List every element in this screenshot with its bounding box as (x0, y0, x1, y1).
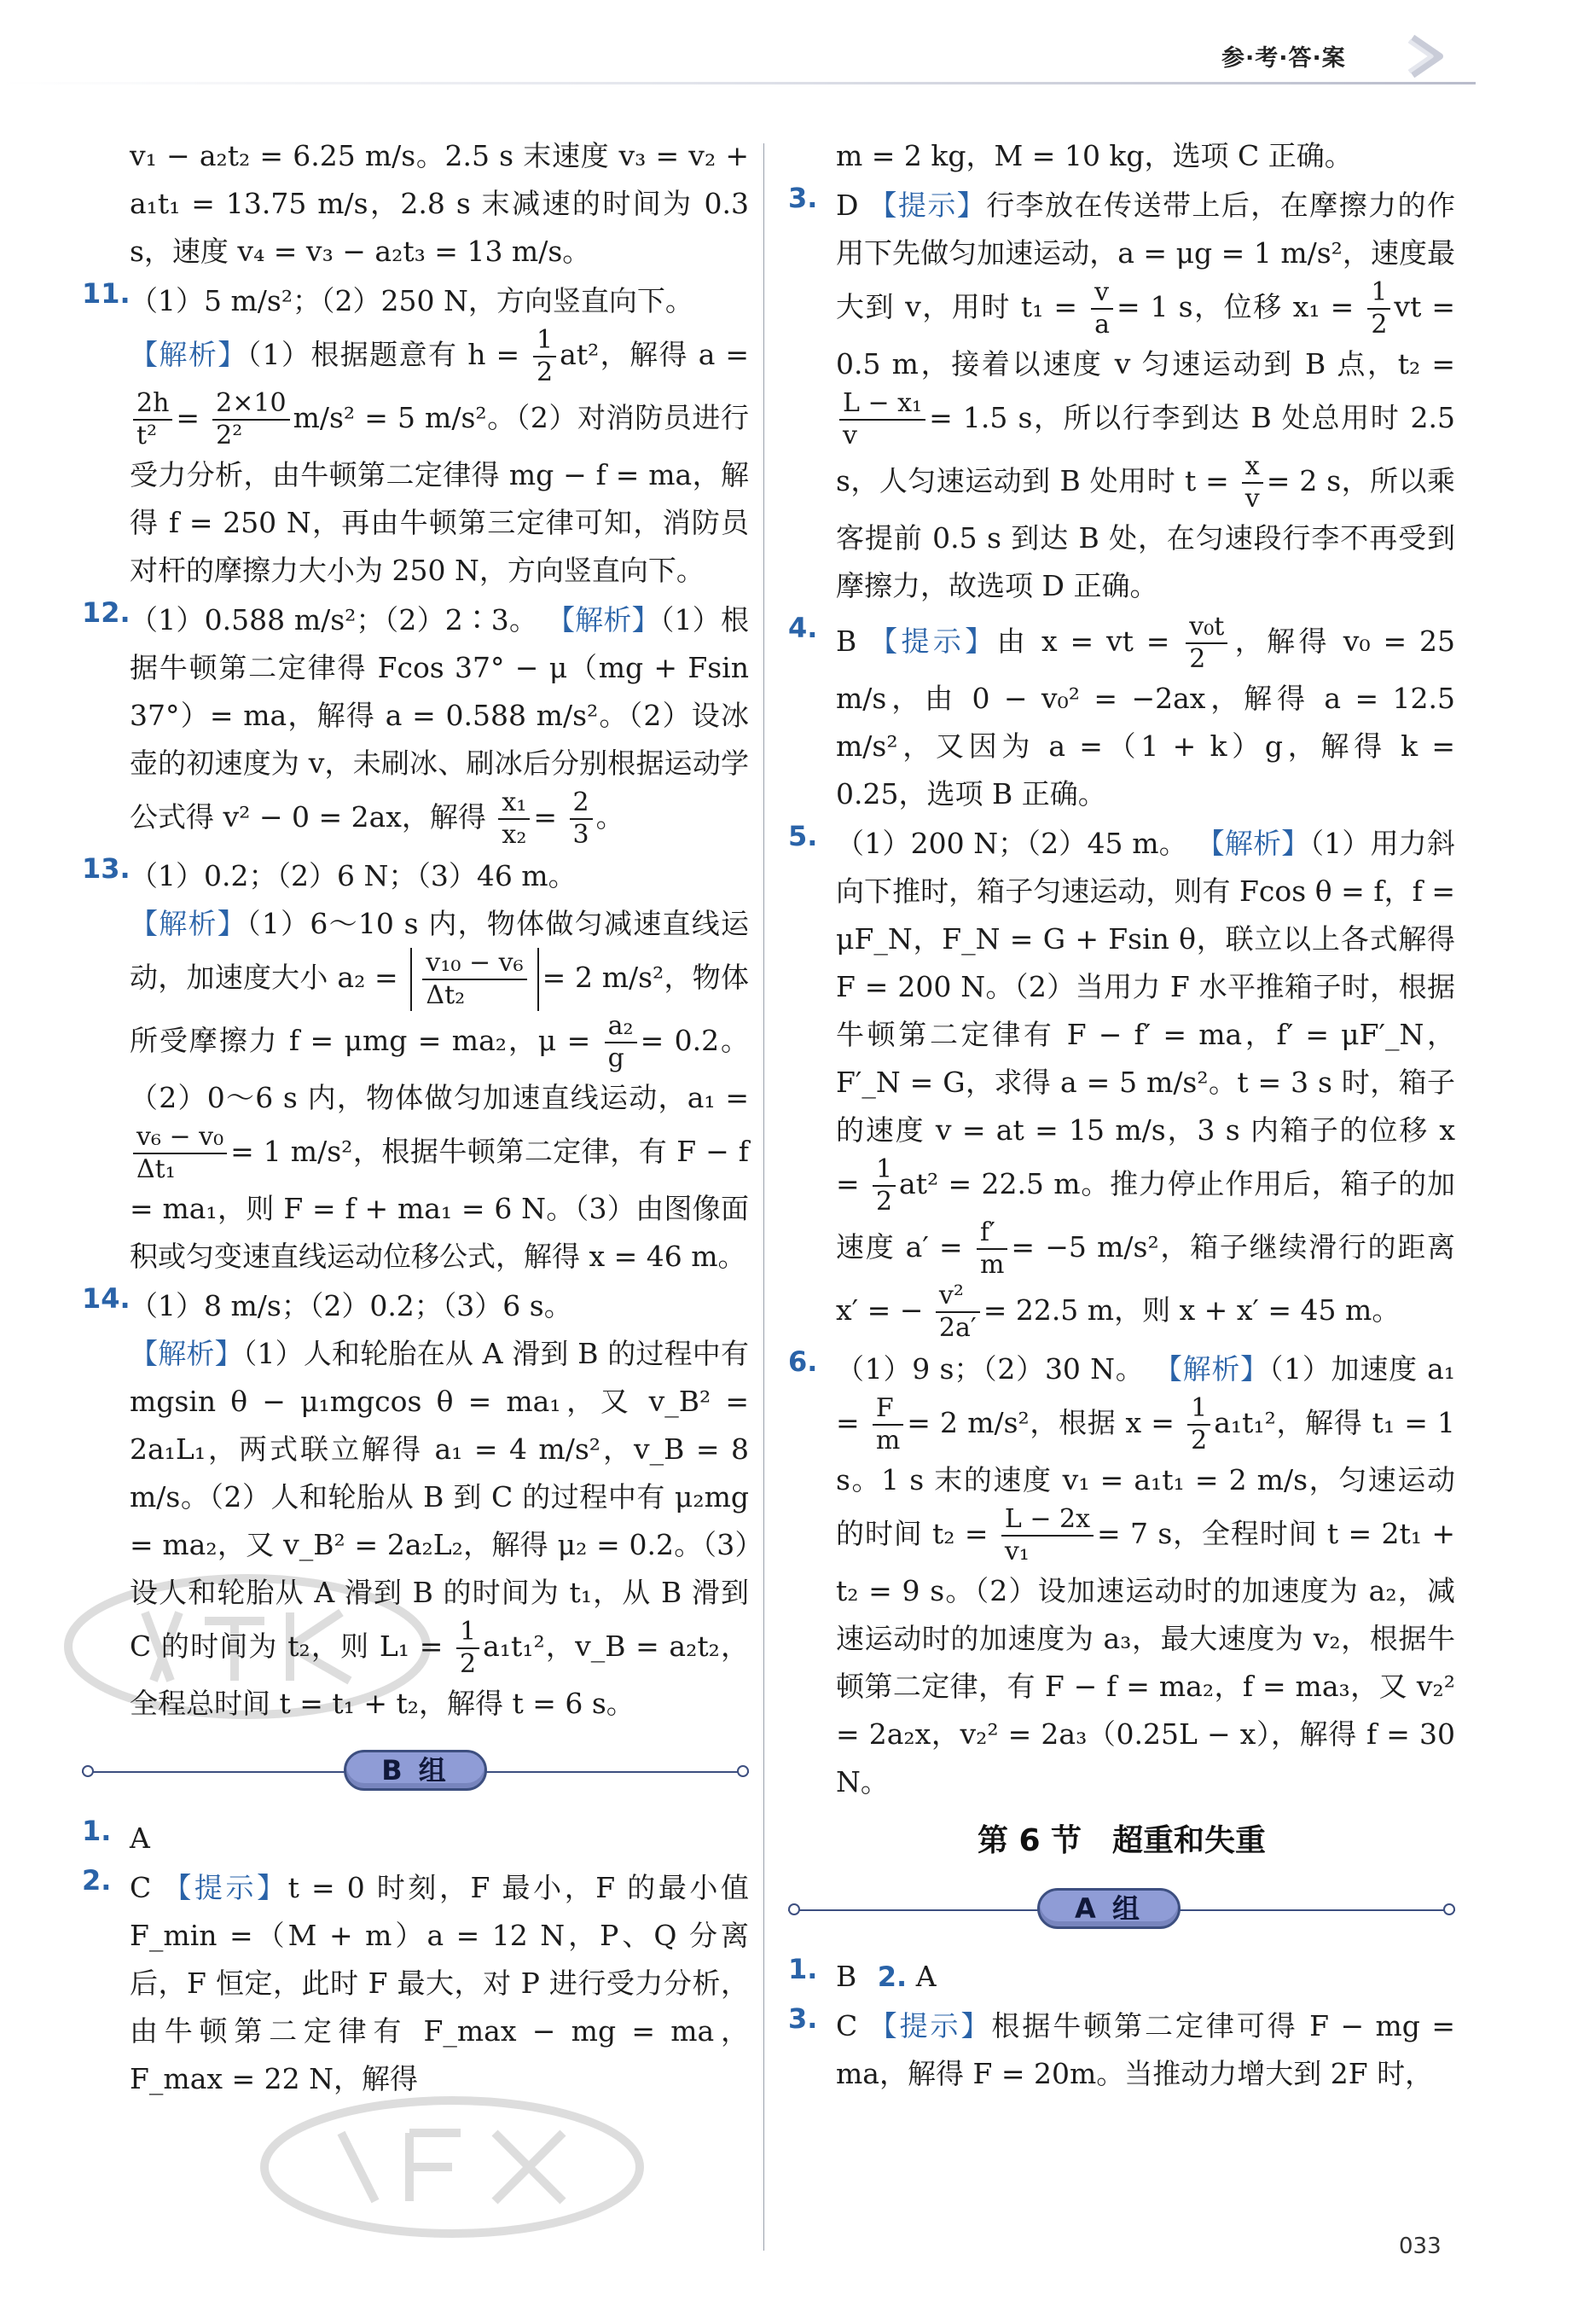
fraction-denominator: 2 (1191, 1426, 1208, 1455)
fraction-numerator: x (1242, 451, 1263, 484)
fraction-denominator: Δt₂ (426, 980, 466, 1010)
answer-choice: B (836, 625, 857, 658)
analysis-text: （1）加速度 a₁ = (836, 1352, 1455, 1439)
fraction-denominator: v (843, 421, 857, 450)
left-column (82, 132, 749, 2105)
fraction-numerator: f′ (977, 1217, 1007, 1250)
fraction (1367, 277, 1390, 340)
answer-summary: （1）0.588 m/s²；（2）2∶3。 (130, 603, 538, 636)
answer-summary: （1）8 m/s；（2）0.2；（3）6 s。 (130, 1289, 572, 1322)
fraction (873, 1154, 896, 1217)
fraction-denominator: 2 (460, 1649, 477, 1679)
hint-text: = 1.5 s，所以行李到达 B 处总用时 2.5 s，人匀速运动到 B 处用时 t = (836, 401, 1455, 497)
fraction (1001, 1504, 1094, 1567)
fraction-denominator: t² (136, 421, 158, 450)
analysis-text: m/s² = 5 m/s²。（2）对消防员进行受力分析，由牛顿第二定律得 mg − f = ma，解得 f = 250 N，再由牛顿第三定律可知，消防员对杆的摩擦力大小为 250 N，方向竖直向下。 (130, 401, 749, 587)
group-b-label: B 组 (344, 1750, 487, 1791)
column-divider (763, 143, 764, 2251)
fraction-numerator: v₁₀ − v₆ (422, 948, 526, 980)
answer-11 (82, 277, 749, 595)
fraction-numerator: L − 2x (1001, 1504, 1094, 1537)
analysis-tag: 【解析】 (130, 907, 247, 940)
paragraph-continued (82, 132, 749, 276)
fraction-denominator: 2a′ (938, 1313, 977, 1343)
hint-text: = 1 s，位移 x₁ = (1116, 290, 1355, 323)
fraction-denominator: 2 (875, 1187, 893, 1217)
analysis-text: = 7 s，全程时间 t = 2t₁ + t₂ = 9 s。（2）设加速运动时的加速度为 a₂，减速运动时的加速度为 a₃，最大速度为 v₂，根据牛顿第二定律，有 F − f = ma₂，f = ma₃，又 v₂² = 2a₂x，v₂² = 2a₃（0.25L − x），解得 f = 30 N。 (836, 1517, 1456, 1798)
fraction (873, 1393, 903, 1456)
hint-text: t = 0 时刻，F 最小，F 的最小值 F_min =（M + m）a = 12 N，P、Q 分离后，F 恒定，此时 F 最大，对 P 进行受力分析，由牛顿第二定律有 F_max − mg = ma，F_max = 22 N，解得 (130, 1871, 749, 2095)
analysis-text: 。 (595, 800, 624, 834)
question-number: 12. (82, 596, 131, 629)
answer-a3 (788, 2002, 1455, 2098)
group-a-label: A 组 (1037, 1888, 1181, 1929)
answer-b2 (82, 1864, 749, 2103)
fraction-denominator: 2 (537, 357, 554, 387)
question-number: 11. (82, 277, 131, 310)
fraction-denominator: v (1244, 484, 1260, 514)
fraction-numerator: 1 (533, 325, 556, 357)
analysis-text: at²，解得 a = (560, 338, 750, 371)
answer-choice: D (836, 189, 859, 222)
banner-end-dot (788, 1903, 800, 1915)
fraction-numerator: 2 (570, 787, 593, 820)
fraction-numerator: 1 (1367, 277, 1390, 310)
analysis-tag: 【解析】 (130, 1337, 243, 1370)
fraction (533, 325, 556, 388)
analysis-text: = −5 m/s²，箱子继续滑行的距离 x′ = − (836, 1230, 1455, 1327)
fraction-numerator: v₀t (1186, 612, 1227, 644)
question-number: 6. (788, 1345, 818, 1378)
analysis-text: a₁t₁²，解得 t₁ = 1 s。1 s 末的速度 v₁ = a₁t₁ = 2 m/s，匀速运动的时间 t₂ = (836, 1406, 1455, 1550)
fraction-denominator: v₁ (1004, 1537, 1030, 1566)
fraction-numerator: 2h (133, 388, 172, 421)
analysis-text: = 1 m/s²，根据牛顿第二定律，有 F − f = ma₁，则 F = f + ma₁ = 6 N。（3）由图像面积或匀变速直线运动位移公式，解得 x = 46 m。 (130, 1135, 749, 1273)
question-number: 4. (788, 612, 818, 644)
fraction-denominator: 2 (1189, 644, 1206, 674)
analysis-text: = 2 m/s²，物体所受摩擦力 f = μmg = ma₂，μ = (130, 961, 749, 1057)
hint-text: = 2 s，所以乘客提前 0.5 s 到达 B 处，在匀速段行李不再受到摩擦力，故选项 D 正确。 (836, 464, 1456, 602)
analysis-text: （1）6～10 s 内，物体做匀减速直线运动，加速度大小 a₂ = (130, 907, 750, 994)
fraction-denominator: m (875, 1426, 901, 1455)
group-a-banner (788, 1885, 1455, 1936)
hint-tag: 【提示】 (869, 625, 997, 658)
fraction (839, 388, 925, 451)
analysis-text: at² = 22.5 m。推力停止作用后，箱子的加速度 a′ = (836, 1167, 1455, 1264)
fraction (977, 1217, 1007, 1281)
question-number: 2. (82, 1864, 112, 1897)
fraction-numerator: 1 (873, 1154, 896, 1187)
answer-4 (788, 612, 1455, 818)
fraction (1187, 1393, 1210, 1456)
analysis-text: （1）人和轮胎在从 A 滑到 B 的过程中有 mgsin θ − μ₁mgcos θ = ma₁，又 v_B² = 2a₁L₁，两式联立解得 a₁ = 4 m/s²，v_B = 8 m/s。（2）人和轮胎从 B 到 C 的过程中有 μ₂mg = ma₂，又 v_B² = 2a₂L₂，解得 μ₂ = 0.2。（3）设人和轮胎从 A 滑到 B 的时间为 t₁，从 B 滑到 C 的时间为 t₂，则 L₁ = (130, 1337, 749, 1663)
fraction (422, 948, 526, 1011)
answer-summary: （1）200 N；（2）45 m。 (836, 827, 1187, 860)
fraction (936, 1281, 980, 1344)
fraction-numerator: F (873, 1393, 903, 1426)
fraction (212, 388, 289, 451)
fraction-denominator: 2 (1371, 310, 1388, 340)
answer-summary: （1）5 m/s²；（2）250 N，方向竖直向下。 (130, 284, 693, 317)
answers-a1-a2 (788, 1953, 1455, 2001)
group-b-banner (82, 1746, 749, 1798)
question-number: 2. (877, 1961, 908, 1993)
chevron-right-icon (1406, 32, 1450, 80)
hint-tag: 【提示】 (163, 1871, 288, 1904)
hint-text: vt = 0.5 m，接着以速度 v 匀速运动到 B 点，t₂ = (836, 290, 1456, 381)
analysis-tag: 【解析】 (1153, 1352, 1269, 1386)
analysis-text: （1）用力斜向下推时，箱子匀速运动，则有 Fcos θ = f，f = μF_N，F_N = G + Fsin θ，联立以上各式解得 F = 200 N。（2）当用力 F 水平推箱子时，根据牛顿第二定律有 F − f′ = ma，f′ = μF′_N，F′_N = G，求得 a = 5 m/s²。t = 3 s 时，箱子的速度 v = at = 15 m/s，3 s 内箱子的位移 x = (836, 827, 1456, 1200)
answer-13 (82, 852, 749, 1281)
answer-12 (82, 596, 749, 851)
question-number: 14. (82, 1282, 131, 1315)
fraction-numerator: 2×10 (212, 388, 289, 421)
hint-text: 由 x = vt = (996, 625, 1170, 658)
fraction-denominator: m (979, 1250, 1005, 1280)
fraction-numerator: 1 (1187, 1393, 1210, 1426)
watermark-stamp-2 (239, 2082, 665, 2252)
fraction (605, 1011, 637, 1074)
question-number: 3. (788, 2002, 818, 2035)
answer-choice: B (836, 1960, 857, 1993)
analysis-tag: 【解析】 (130, 338, 247, 371)
fraction-numerator: v₆ − v₀ (133, 1122, 227, 1154)
fraction-denominator: g (607, 1043, 624, 1073)
fraction (498, 787, 530, 851)
fraction (1242, 451, 1263, 514)
absolute-value (410, 948, 538, 1011)
fraction (133, 1122, 227, 1185)
fraction (570, 787, 593, 851)
analysis-text: = 0.2。（2）0～6 s 内，物体做匀加速直线运动，a₁ = (130, 1024, 749, 1114)
hint-text: 行李放在传送带上后，在摩擦力的作用下先做匀加速运动，a = μg = 1 m/s²，速度最大到 v，用时 t₁ = (836, 189, 1456, 323)
answer-3 (788, 182, 1455, 610)
hint-text: 根据牛顿第二定律可得 F − mg = ma，解得 F = 20m。当推动力增大到 2F 时， (836, 2009, 1456, 2090)
answer-choice: A (130, 1821, 150, 1855)
question-number: 1. (788, 1953, 818, 1985)
fraction-numerator: a₂ (605, 1011, 637, 1043)
section-title: 第 6 节 超重和失重 (977, 1823, 1267, 1858)
answer-choice: C (130, 1871, 152, 1904)
fraction (456, 1617, 479, 1680)
hint-tag: 【提示】 (868, 189, 987, 222)
fraction-denominator: 3 (572, 820, 589, 850)
analysis-tag: 【解析】 (546, 603, 660, 636)
answer-b1 (82, 1815, 749, 1862)
analysis-text: = (176, 401, 200, 434)
header-label: 参·考·答·案 (1221, 45, 1346, 72)
analysis-text: （1）根据题意有 h = (247, 338, 520, 371)
analysis-text: = (533, 800, 558, 834)
answer-summary: （1）0.2；（2）6 N；（3）46 m。 (130, 859, 577, 892)
fraction-denominator: a (1094, 310, 1110, 340)
analysis-text: = 2 m/s²，根据 x = (907, 1406, 1175, 1439)
answer-6 (788, 1345, 1455, 1806)
analysis-text: （1）根据牛顿第二定律得 Fcos 37° − μ（mg + Fsin 37°）= ma，解得 a = 0.588 m/s²。（2）设冰壶的初速度为 v，未刷冰、刷冰后分别根据运动学公式得 v² − 0 = 2ax，解得 (130, 603, 750, 834)
analysis-text: a₁t₁²，v_B = a₂t₂，全程总时间 t = t₁ + t₂，解得 t = 6 s。 (130, 1630, 749, 1720)
fraction-numerator: v² (936, 1281, 980, 1313)
answer-choice: A (915, 1960, 937, 1993)
fraction-denominator: Δt₁ (136, 1154, 176, 1184)
banner-end-dot (82, 1765, 94, 1777)
answer-summary: （1）9 s；（2）30 N。 (836, 1352, 1145, 1386)
fraction-numerator: 1 (456, 1617, 479, 1649)
paragraph-text: m = 2 kg，M = 10 kg，选项 C 正确。 (836, 139, 1353, 172)
fraction-numerator: v (1091, 277, 1113, 310)
fraction-denominator: 2² (216, 421, 243, 450)
paragraph-text: v₁ − a₂t₂ = 6.25 m/s。2.5 s 末速度 v₃ = v₂ + a₁t₁ = 13.75 m/s，2.8 s 末减速的时间为 0.3 s，速度 v₄ = v₃ − a₂t₃ = 13 m/s。 (130, 139, 749, 268)
right-column (788, 132, 1455, 2100)
banner-end-dot (737, 1765, 749, 1777)
question-number: 1. (82, 1815, 112, 1847)
question-number: 5. (788, 820, 818, 852)
fraction (133, 388, 172, 451)
page-number: 033 (1399, 2234, 1442, 2259)
hint-text: ，解得 v₀ = 25 m/s，由 0 − v₀² = −2ax，解得 a = 12.5 m/s²，又因为 a =（1 + k）g，解得 k = 0.25，选项 B 正确。 (836, 625, 1456, 810)
fraction-numerator: x₁ (498, 787, 530, 820)
fraction-numerator: L − x₁ (839, 388, 925, 421)
banner-end-dot (1443, 1903, 1455, 1915)
analysis-tag: 【解析】 (1196, 827, 1310, 860)
fraction (1186, 612, 1227, 675)
answer-14 (82, 1282, 749, 1728)
answer-choice: C (836, 2009, 858, 2042)
analysis-text: = 22.5 m，则 x + x′ = 45 m。 (983, 1293, 1401, 1327)
fraction-denominator: x₂ (502, 820, 527, 850)
hint-tag: 【提示】 (868, 2009, 992, 2042)
question-number: 13. (82, 852, 131, 885)
paragraph-continued (788, 132, 1455, 180)
fraction (1091, 277, 1113, 340)
answer-5 (788, 820, 1455, 1344)
header-rule (0, 82, 1476, 84)
question-number: 3. (788, 182, 818, 214)
